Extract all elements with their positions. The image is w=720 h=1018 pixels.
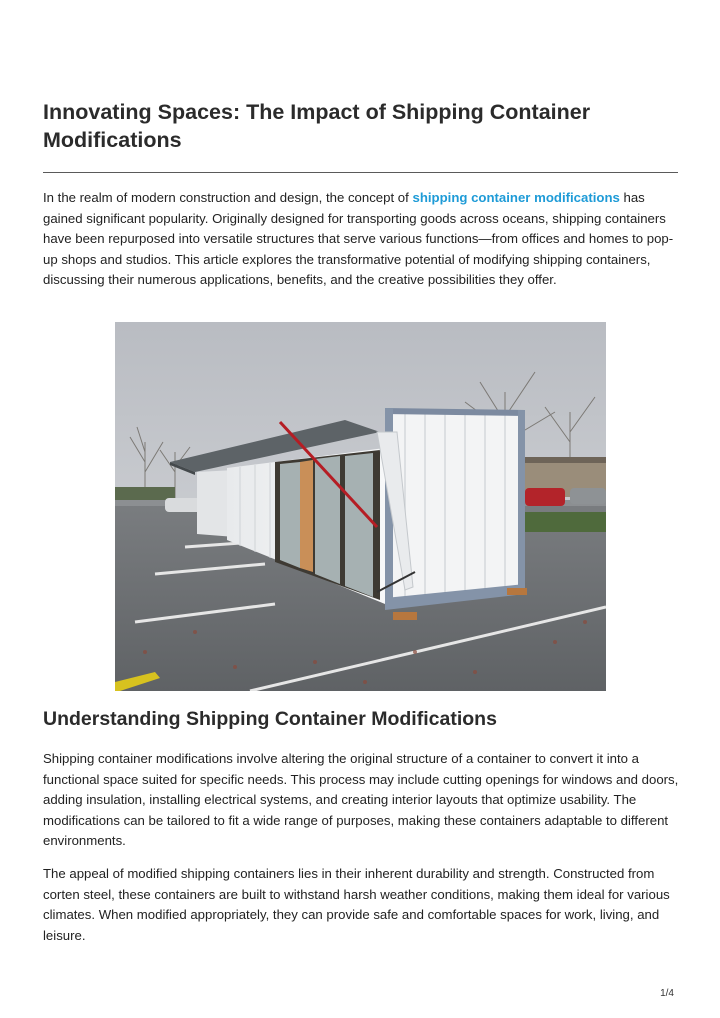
page-title: Innovating Spaces: The Impact of Shipping Container Modifications (43, 100, 591, 152)
section-paragraph-1: Shipping container modifications involve altering the original structure of a container to convert it into a functional space suited for specific needs. This process may include cutting openings for windows and doors, adding insulation, installing electrical systems, and creating interior layouts that optimize usability. The modifications can be tailored to fit a wide range of purposes, making these containers adaptable to different environments. (43, 751, 679, 848)
intro-paragraph (43, 188, 679, 291)
section-paragraph-2: The appeal of modified shipping containers lies in their inherent durability and strength. Constructed from corten steel, these containers are built to withstand harsh weather conditions, making them ideal for various climates. When modified appropriately, they can provide safe and comfortable spaces for work, living, and leisure. (43, 866, 670, 943)
container-photo (115, 322, 606, 691)
intro-text-end: has gained significant popularity. Originally designed for transporting goods across oceans, shipping containers have been repurposed into versatile structures that serve various functions—from offices and homes to pop-up shops and studios. This article explores the transformative potential of modifying shipping containers, discussing their numerous applications, benefits, and the creative possibilities they offer. (43, 190, 674, 287)
title-divider (43, 172, 678, 173)
shipping-container-modifications-link[interactable]: shipping container modifications (412, 190, 620, 205)
intro-text-start: In the realm of modern construction and design, the concept of (43, 190, 413, 205)
section-heading: Understanding Shipping Container Modifications (43, 708, 497, 730)
page-number: 1/4 (660, 988, 674, 999)
